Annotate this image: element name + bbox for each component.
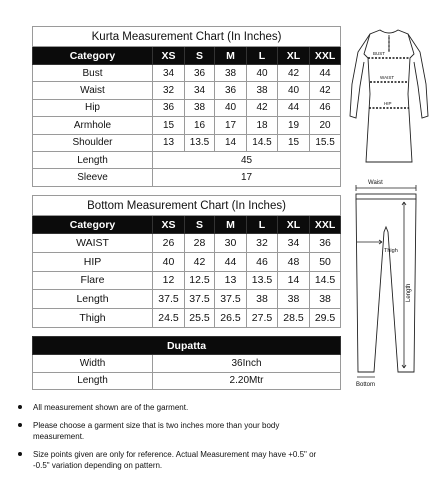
table-cell: 42 [310, 82, 341, 99]
kurta-table-title: Kurta Measurement Chart (In Inches) [33, 27, 341, 47]
bottom-measurement-table [32, 195, 341, 328]
table-cell: 38 [278, 290, 310, 309]
table-cell: 38 [310, 290, 341, 309]
dupatta-measurement-table [32, 336, 341, 390]
bullet-icon [18, 423, 22, 427]
header-category: Category [33, 216, 153, 234]
table-cell: 40 [215, 99, 247, 116]
table-cell: 36 [310, 234, 341, 253]
table-cell: 32 [247, 234, 278, 253]
header-size-xs: XS [153, 216, 185, 234]
table-cell: 15 [278, 134, 310, 151]
waist-label: Waist [368, 180, 383, 186]
hip-label: HIP [384, 101, 392, 106]
table-cell: 36 [153, 99, 185, 116]
note-text: Size points given are only for reference. Actual Measurement may have +0.5" or -0.5" variation depending on pattern. [33, 450, 317, 470]
table-cell: 26 [153, 234, 185, 253]
table-cell: 42 [247, 99, 278, 116]
table-cell: 19 [278, 117, 310, 134]
table-cell: 50 [310, 252, 341, 271]
table-cell: 12.5 [185, 271, 215, 290]
table-cell: 13.5 [185, 134, 215, 151]
table-cell: 25.5 [185, 309, 215, 328]
row-label: Length [33, 151, 153, 168]
bullet-icon [18, 405, 22, 409]
table-cell: 38 [215, 65, 247, 82]
table-cell: 42 [278, 65, 310, 82]
table-row [33, 355, 341, 373]
header-size-l: L [247, 216, 278, 234]
table-row [33, 65, 341, 82]
table-row [33, 99, 341, 116]
table-cell: 38 [185, 99, 215, 116]
table-cell: 20 [310, 117, 341, 134]
bottom-label: Bottom [356, 382, 376, 388]
table-cell: 37.5 [185, 290, 215, 309]
table-cell: 34 [153, 65, 185, 82]
table-row [33, 271, 341, 290]
table-row [33, 151, 341, 168]
header-size-xxl: XXL [310, 216, 341, 234]
table-cell: 24.5 [153, 309, 185, 328]
length-value: 45 [153, 151, 341, 168]
table-row [33, 169, 341, 186]
table-row [33, 290, 341, 309]
row-label: WAIST [33, 234, 153, 253]
header-size-xl: XL [278, 47, 310, 65]
table-cell: 46 [310, 99, 341, 116]
table-cell: 40 [247, 65, 278, 82]
table-row [33, 234, 341, 253]
header-size-m: M [215, 47, 247, 65]
thigh-label: Thigh [384, 248, 398, 254]
table-cell: 16 [185, 117, 215, 134]
header-size-xxl: XXL [310, 47, 341, 65]
table-cell: 2.20Mtr [153, 372, 341, 390]
row-label: Sleeve [33, 169, 153, 186]
table-cell: 28.5 [278, 309, 310, 328]
table-cell: 38 [247, 82, 278, 99]
table-cell: 29.5 [310, 309, 341, 328]
kurta-measurement-table [32, 26, 341, 187]
table-cell: 28 [185, 234, 215, 253]
table-cell: 34 [185, 82, 215, 99]
table-cell: 42 [185, 252, 215, 271]
header-size-m: M [215, 216, 247, 234]
dupatta-table-title: Dupatta [33, 337, 341, 355]
table-cell: 13.5 [247, 271, 278, 290]
table-cell: 37.5 [215, 290, 247, 309]
header-size-xl: XL [278, 216, 310, 234]
table-cell: 18 [247, 117, 278, 134]
header-size-l: L [247, 47, 278, 65]
list-item [13, 402, 318, 413]
bottom-table-title: Bottom Measurement Chart (In Inches) [33, 196, 341, 216]
table-cell: 27.5 [247, 309, 278, 328]
table-row [33, 117, 341, 134]
table-cell: 15.5 [310, 134, 341, 151]
table-cell: 44 [215, 252, 247, 271]
table-cell: 26.5 [215, 309, 247, 328]
table-cell: 13 [215, 271, 247, 290]
row-label: Flare [33, 271, 153, 290]
table-row [33, 82, 341, 99]
sleeve-value: 17 [153, 169, 341, 186]
header-size-xs: XS [153, 47, 185, 65]
table-cell: 40 [278, 82, 310, 99]
kurta-illustration [346, 24, 432, 166]
note-text: Please choose a garment size that is two inches more than your body measurement. [33, 421, 280, 441]
row-label: Waist [33, 82, 153, 99]
table-cell: 34 [278, 234, 310, 253]
table-cell: 40 [153, 252, 185, 271]
table-cell: 46 [247, 252, 278, 271]
table-cell: 38 [247, 290, 278, 309]
table-cell: 30 [215, 234, 247, 253]
waist-label: WAIST [380, 75, 395, 80]
table-cell: 13 [153, 134, 185, 151]
table-cell: 14.5 [247, 134, 278, 151]
note-text: All measurement shown are of the garment. [33, 403, 189, 412]
row-label: Shoulder [33, 134, 153, 151]
row-label: HIP [33, 252, 153, 271]
bottom-header-row [33, 216, 341, 234]
table-row [33, 372, 341, 390]
table-cell: 44 [310, 65, 341, 82]
header-category: Category [33, 47, 153, 65]
table-row [33, 134, 341, 151]
row-label: Hip [33, 99, 153, 116]
bust-label: BUST [373, 51, 386, 56]
table-cell: 14.5 [310, 271, 341, 290]
notes-list [13, 402, 318, 478]
row-label: Bust [33, 65, 153, 82]
table-row [33, 309, 341, 328]
table-cell: 37.5 [153, 290, 185, 309]
table-cell: 14 [278, 271, 310, 290]
table-cell: 12 [153, 271, 185, 290]
table-cell: 36 [185, 65, 215, 82]
table-cell: 17 [215, 117, 247, 134]
table-cell: 36Inch [153, 355, 341, 373]
table-cell: 48 [278, 252, 310, 271]
header-size-s: S [185, 47, 215, 65]
list-item [13, 449, 318, 471]
bullet-icon [18, 452, 22, 456]
row-label: Width [33, 355, 153, 373]
header-size-s: S [185, 216, 215, 234]
table-cell: 15 [153, 117, 185, 134]
table-cell: 14 [215, 134, 247, 151]
row-label: Armhole [33, 117, 153, 134]
table-row [33, 252, 341, 271]
length-label: Length [406, 283, 412, 302]
table-cell: 36 [215, 82, 247, 99]
row-label: Length [33, 372, 153, 390]
table-cell: 32 [153, 82, 185, 99]
list-item [13, 420, 318, 442]
table-cell: 44 [278, 99, 310, 116]
bottom-illustration [346, 172, 432, 390]
row-label: Length [33, 290, 153, 309]
row-label: Thigh [33, 309, 153, 328]
kurta-header-row [33, 47, 341, 65]
